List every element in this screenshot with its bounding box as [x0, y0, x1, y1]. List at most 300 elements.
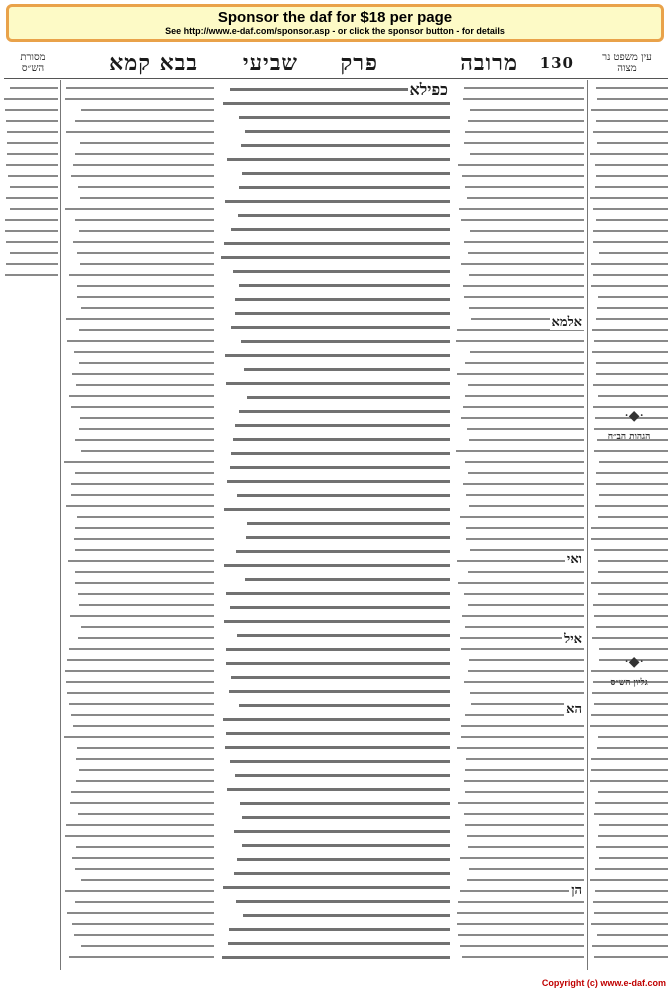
text-line — [590, 874, 668, 885]
text-line — [4, 214, 58, 225]
text-line — [64, 621, 214, 632]
text-line — [590, 324, 668, 335]
text-line — [64, 401, 214, 412]
margin-divider-left — [60, 80, 61, 970]
text-line — [590, 368, 668, 379]
text-line — [64, 841, 214, 852]
text-line — [456, 676, 584, 687]
text-line — [220, 348, 450, 362]
text-line — [590, 951, 668, 962]
text-line — [64, 137, 214, 148]
text-line — [456, 236, 584, 247]
text-line — [220, 222, 450, 236]
text-line — [64, 214, 214, 225]
text-line — [590, 566, 668, 577]
text-line — [220, 768, 450, 782]
text-line — [456, 434, 584, 445]
chapter-word: פרק — [340, 50, 378, 76]
text-line — [590, 775, 668, 786]
sponsor-title[interactable]: Sponsor the daf for $18 per page — [217, 9, 453, 26]
text-line — [590, 82, 668, 93]
text-line — [220, 362, 450, 376]
text-line — [64, 379, 214, 390]
text-line — [220, 278, 450, 292]
tosafot-heading-2: ואי — [566, 552, 582, 567]
text-line — [456, 720, 584, 731]
text-line — [64, 698, 214, 709]
text-line — [590, 687, 668, 698]
text-line — [64, 588, 214, 599]
text-line — [220, 320, 450, 334]
talmud-page — [4, 46, 668, 976]
text-line — [64, 456, 214, 467]
text-line — [64, 302, 214, 313]
text-line — [220, 572, 450, 586]
text-line — [64, 104, 214, 115]
text-line — [220, 390, 450, 404]
text-line — [64, 764, 214, 775]
text-line — [64, 610, 214, 621]
text-line — [4, 181, 58, 192]
text-line — [590, 720, 668, 731]
text-line — [590, 709, 668, 720]
text-line — [64, 533, 214, 544]
text-line — [220, 838, 450, 852]
text-line — [64, 544, 214, 555]
text-line — [64, 159, 214, 170]
text-line — [64, 885, 214, 896]
text-line — [590, 159, 668, 170]
text-line — [220, 502, 450, 516]
text-line — [220, 754, 450, 768]
masoret-column — [4, 82, 58, 972]
text-line — [456, 379, 584, 390]
text-line — [456, 874, 584, 885]
text-line — [64, 775, 214, 786]
text-line — [456, 214, 584, 225]
tosafot-heading-5: הן — [571, 883, 582, 898]
text-line — [456, 808, 584, 819]
text-line — [590, 225, 668, 236]
text-line — [220, 460, 450, 474]
text-line — [64, 357, 214, 368]
sponsor-banner[interactable] — [6, 4, 664, 42]
text-line — [456, 104, 584, 115]
text-line — [456, 819, 584, 830]
text-line — [220, 936, 450, 950]
text-line — [590, 313, 668, 324]
text-line — [456, 764, 584, 775]
text-line — [64, 720, 214, 731]
text-line — [64, 522, 214, 533]
text-line — [64, 731, 214, 742]
text-line — [456, 170, 584, 181]
text-line — [220, 600, 450, 614]
text-line — [220, 670, 450, 684]
tosafot-column — [456, 82, 584, 972]
text-line — [590, 830, 668, 841]
text-line — [220, 404, 450, 418]
text-line — [220, 418, 450, 432]
hagahot-title: הגהות הב״ח — [607, 432, 651, 442]
text-line — [4, 258, 58, 269]
text-line — [456, 115, 584, 126]
text-line — [64, 390, 214, 401]
text-line — [590, 500, 668, 511]
text-line — [590, 929, 668, 940]
text-line — [64, 434, 214, 445]
text-line — [4, 192, 58, 203]
text-line — [590, 126, 668, 137]
text-line — [590, 555, 668, 566]
text-line — [590, 588, 668, 599]
text-line — [4, 269, 58, 280]
text-line — [590, 104, 668, 115]
text-line — [456, 181, 584, 192]
text-line — [64, 489, 214, 500]
margin-divider-right — [587, 80, 588, 970]
sponsor-subtitle[interactable]: See http://www.e-daf.com/sponsor.asp - or click the sponsor button - for details — [165, 26, 505, 36]
text-line — [456, 93, 584, 104]
text-line — [4, 225, 58, 236]
text-line — [64, 940, 214, 951]
text-line — [456, 148, 584, 159]
text-line — [64, 346, 214, 357]
text-line — [590, 511, 668, 522]
text-line — [456, 203, 584, 214]
tosafot-heading-4: הא — [566, 702, 582, 717]
chapter-name: שביעי — [242, 50, 298, 76]
text-line — [64, 643, 214, 654]
text-line — [64, 368, 214, 379]
text-line — [64, 654, 214, 665]
text-line — [64, 852, 214, 863]
text-line — [456, 588, 584, 599]
text-line — [456, 742, 584, 753]
text-line — [220, 474, 450, 488]
text-line — [456, 467, 584, 478]
text-line — [590, 742, 668, 753]
text-line — [64, 665, 214, 676]
text-line — [456, 489, 584, 500]
text-line — [590, 203, 668, 214]
text-line — [220, 530, 450, 544]
text-line — [4, 247, 58, 258]
text-line — [590, 753, 668, 764]
dinkus-ornament: ·◆· — [624, 408, 644, 424]
text-line — [590, 522, 668, 533]
text-line — [456, 126, 584, 137]
text-line — [456, 797, 584, 808]
text-line — [456, 885, 584, 896]
text-line — [590, 247, 668, 258]
text-line — [456, 775, 584, 786]
text-line — [220, 306, 450, 320]
text-line — [64, 192, 214, 203]
text-line — [220, 852, 450, 866]
text-line — [220, 656, 450, 670]
text-line — [64, 742, 214, 753]
text-line — [590, 621, 668, 632]
text-line — [456, 907, 584, 918]
text-line — [220, 628, 450, 642]
text-line — [590, 797, 668, 808]
text-line — [4, 137, 58, 148]
text-line — [590, 841, 668, 852]
text-line — [64, 115, 214, 126]
text-line — [64, 511, 214, 522]
text-line — [590, 819, 668, 830]
text-line — [64, 632, 214, 643]
text-line — [64, 863, 214, 874]
text-line — [220, 376, 450, 390]
text-line — [64, 676, 214, 687]
text-line — [64, 258, 214, 269]
text-line — [220, 614, 450, 628]
text-line — [64, 335, 214, 346]
text-line — [220, 894, 450, 908]
text-line — [64, 170, 214, 181]
text-line — [590, 489, 668, 500]
tractate-name: בבא קמא — [109, 50, 198, 76]
text-line — [64, 412, 214, 423]
text-line — [64, 445, 214, 456]
text-line — [64, 918, 214, 929]
text-line — [590, 885, 668, 896]
text-line — [4, 115, 58, 126]
text-line — [220, 866, 450, 880]
text-line — [64, 423, 214, 434]
gilyon-title: גליון הש״ס — [610, 678, 648, 688]
text-line — [64, 566, 214, 577]
text-line — [64, 467, 214, 478]
text-line — [456, 522, 584, 533]
text-line — [64, 500, 214, 511]
text-line — [590, 214, 668, 225]
text-line — [64, 687, 214, 698]
text-line — [220, 516, 450, 530]
opening-word: כפילא — [409, 80, 448, 99]
text-line — [64, 280, 214, 291]
gemara-column — [220, 82, 450, 972]
text-line — [590, 181, 668, 192]
text-line — [456, 258, 584, 269]
text-line — [64, 313, 214, 324]
text-line — [590, 918, 668, 929]
text-line — [456, 82, 584, 93]
text-line — [590, 445, 668, 456]
text-line — [64, 324, 214, 335]
text-line — [590, 698, 668, 709]
text-line — [220, 684, 450, 698]
text-line — [456, 533, 584, 544]
text-line — [220, 740, 450, 754]
text-line — [456, 511, 584, 522]
text-line — [590, 544, 668, 555]
text-line — [590, 896, 668, 907]
text-line — [456, 687, 584, 698]
copyright-link[interactable]: Copyright (c) www.e-daf.com — [541, 978, 666, 988]
ein-mishpat-title: עין משפט נר מצוה — [602, 52, 652, 74]
text-line — [220, 726, 450, 740]
text-line — [590, 467, 668, 478]
text-line — [590, 148, 668, 159]
text-line — [456, 918, 584, 929]
text-line — [456, 335, 584, 346]
text-line — [220, 432, 450, 446]
text-line — [220, 698, 450, 712]
text-line — [456, 225, 584, 236]
text-line — [220, 152, 450, 166]
text-line — [590, 632, 668, 643]
text-line — [220, 922, 450, 936]
text-line — [590, 577, 668, 588]
text-line — [4, 170, 58, 181]
text-line — [590, 335, 668, 346]
text-line — [220, 264, 450, 278]
text-line — [64, 148, 214, 159]
text-line — [220, 446, 450, 460]
text-line — [456, 291, 584, 302]
text-line — [456, 456, 584, 467]
text-line — [456, 247, 584, 258]
text-line — [456, 445, 584, 456]
text-line — [4, 82, 58, 93]
text-line — [590, 390, 668, 401]
text-line — [456, 346, 584, 357]
text-line — [220, 558, 450, 572]
text-line — [456, 478, 584, 489]
text-line — [590, 192, 668, 203]
text-line — [64, 93, 214, 104]
text-line — [590, 764, 668, 775]
text-line — [4, 236, 58, 247]
text-line — [220, 208, 450, 222]
text-line — [456, 577, 584, 588]
text-line — [220, 782, 450, 796]
text-line — [64, 236, 214, 247]
text-line — [64, 896, 214, 907]
text-line — [64, 709, 214, 720]
text-line — [220, 824, 450, 838]
text-line — [590, 456, 668, 467]
text-line — [590, 269, 668, 280]
text-line — [590, 808, 668, 819]
text-line — [590, 478, 668, 489]
tosafot-heading-1: אלמא — [551, 315, 582, 330]
page-number: 130 — [539, 54, 574, 72]
text-line — [220, 712, 450, 726]
text-line — [456, 654, 584, 665]
text-line — [64, 577, 214, 588]
text-line — [456, 610, 584, 621]
text-line — [220, 908, 450, 922]
text-line — [64, 225, 214, 236]
text-line — [456, 786, 584, 797]
text-line — [590, 302, 668, 313]
text-line — [456, 412, 584, 423]
text-line — [456, 137, 584, 148]
text-line — [590, 863, 668, 874]
text-line — [590, 280, 668, 291]
text-line — [64, 555, 214, 566]
text-line — [456, 192, 584, 203]
text-line — [590, 346, 668, 357]
text-line — [220, 642, 450, 656]
text-line — [590, 643, 668, 654]
text-line — [220, 810, 450, 824]
text-line — [4, 159, 58, 170]
text-line — [590, 731, 668, 742]
masoret-title: מסורת הש״ס — [20, 52, 46, 74]
text-line — [64, 874, 214, 885]
text-line — [64, 808, 214, 819]
text-line — [220, 236, 450, 250]
text-line — [64, 203, 214, 214]
text-line — [590, 907, 668, 918]
text-line — [220, 796, 450, 810]
text-line — [590, 137, 668, 148]
text-line — [456, 863, 584, 874]
text-line — [456, 269, 584, 280]
text-line — [456, 896, 584, 907]
text-line — [590, 786, 668, 797]
text-line — [64, 819, 214, 830]
text-line — [64, 797, 214, 808]
text-line — [64, 82, 214, 93]
text-line — [64, 599, 214, 610]
text-line — [590, 291, 668, 302]
text-line — [4, 126, 58, 137]
text-line — [220, 110, 450, 124]
text-line — [456, 159, 584, 170]
text-line — [64, 951, 214, 962]
text-line — [220, 124, 450, 138]
text-line — [456, 368, 584, 379]
text-line — [64, 247, 214, 258]
text-line — [220, 488, 450, 502]
text-line — [4, 148, 58, 159]
text-line — [590, 379, 668, 390]
text-line — [220, 166, 450, 180]
text-line — [590, 940, 668, 951]
text-line — [220, 180, 450, 194]
text-line — [590, 115, 668, 126]
text-line — [64, 830, 214, 841]
text-line — [220, 950, 450, 964]
text-line — [456, 500, 584, 511]
text-line — [590, 170, 668, 181]
text-line — [220, 250, 450, 264]
text-line — [456, 390, 584, 401]
text-line — [590, 610, 668, 621]
text-line — [590, 599, 668, 610]
text-line — [64, 181, 214, 192]
text-line — [456, 401, 584, 412]
text-line — [456, 929, 584, 940]
text-line — [4, 203, 58, 214]
text-line — [590, 852, 668, 863]
text-line — [590, 258, 668, 269]
text-line — [64, 478, 214, 489]
text-line — [64, 753, 214, 764]
text-line — [220, 138, 450, 152]
text-line — [456, 302, 584, 313]
text-line — [590, 533, 668, 544]
text-line — [64, 291, 214, 302]
text-line — [456, 841, 584, 852]
text-line — [456, 951, 584, 962]
